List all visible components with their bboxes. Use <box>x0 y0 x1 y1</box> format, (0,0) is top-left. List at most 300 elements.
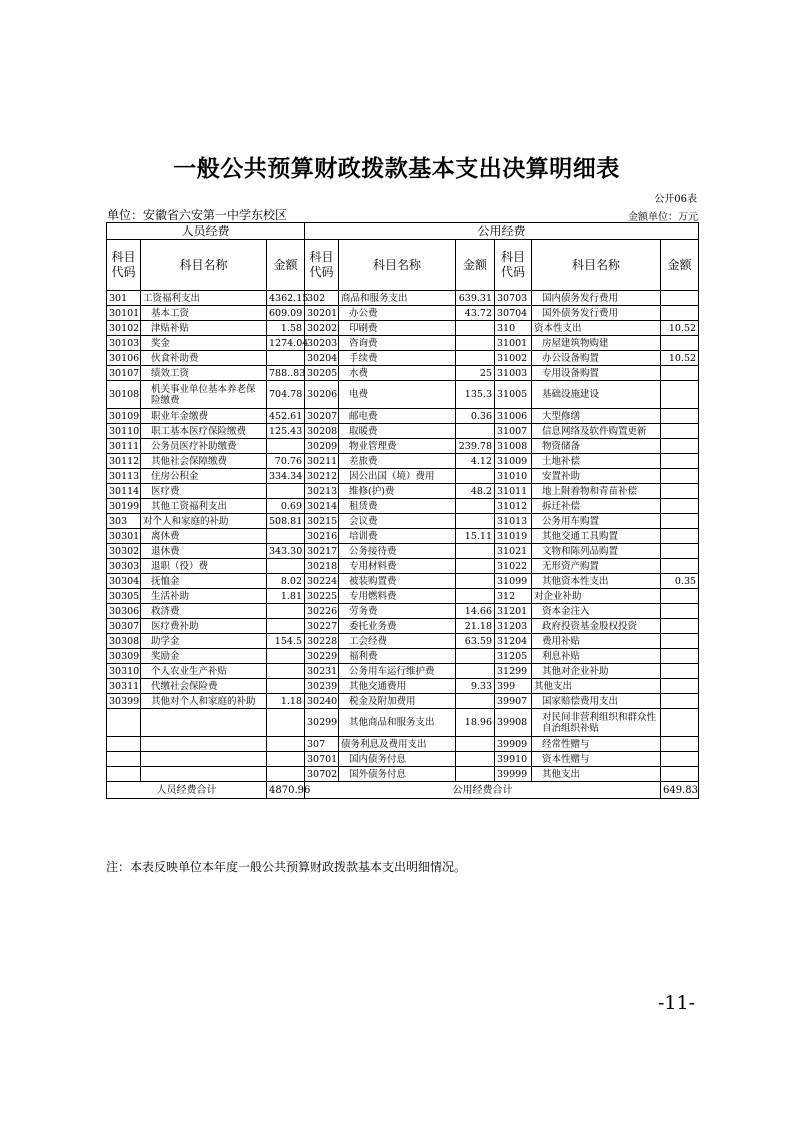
cell-name: 其他对个人和家庭的补助 <box>141 694 267 709</box>
cell-name: 国外债务发行费用 <box>532 306 661 321</box>
cell-name: 国内债务付息 <box>339 752 456 767</box>
cell-name: 手续费 <box>339 351 456 366</box>
cell-code: 39910 <box>495 752 532 767</box>
cell-code: 30228 <box>305 634 339 649</box>
cell-code: 310 <box>495 321 532 336</box>
table-row <box>107 351 699 366</box>
cell-amount: 125.43 <box>267 424 305 439</box>
cell-code: 31021 <box>495 544 532 559</box>
table-row <box>107 694 699 709</box>
cell-code: 31204 <box>495 634 532 649</box>
cell-amount <box>456 574 495 589</box>
cell-name: 利息补贴 <box>532 649 661 664</box>
cell-name: 其他支出 <box>532 767 661 782</box>
cell-name: 资本性支出 <box>532 321 661 336</box>
cell-name: 商品和服务支出 <box>339 291 456 306</box>
cell-code: 31003 <box>495 366 532 381</box>
cell-code: 307 <box>305 737 339 752</box>
cell-name: 税金及附加费用 <box>339 694 456 709</box>
table-row <box>107 634 699 649</box>
cell-code: 30225 <box>305 589 339 604</box>
cell-code: 30114 <box>107 484 141 499</box>
table-row <box>107 709 699 737</box>
cell-code: 31012 <box>495 499 532 514</box>
cell-code: 30214 <box>305 499 339 514</box>
cell-code: 30311 <box>107 679 141 694</box>
cell-code: 30302 <box>107 544 141 559</box>
cell-code: 30701 <box>305 752 339 767</box>
cell-code: 30109 <box>107 409 141 424</box>
cell-name: 培训费 <box>339 529 456 544</box>
cell-code: 30204 <box>305 351 339 366</box>
cell-name: 其他交通工具购置 <box>532 529 661 544</box>
cell-name: 职工基本医疗保险缴费 <box>141 424 267 439</box>
public-group-header: 公用经费 <box>305 223 699 240</box>
public-total-label: 公用经费合计 <box>305 782 661 799</box>
cell-code: 31010 <box>495 469 532 484</box>
cell-amount <box>661 559 699 574</box>
cell-code: 30226 <box>305 604 339 619</box>
cell-name: 对企业补助 <box>532 589 661 604</box>
cell-amount <box>661 439 699 454</box>
cell-name: 会议费 <box>339 514 456 529</box>
cell-name: 差旅费 <box>339 454 456 469</box>
cell-name: 咨询费 <box>339 336 456 351</box>
cell-code: 30240 <box>305 694 339 709</box>
cell-amount <box>456 752 495 767</box>
cell-name: 办公设备购置 <box>532 351 661 366</box>
cell-amount: 9.33 <box>456 679 495 694</box>
cell-name: 其他资本性支出 <box>532 574 661 589</box>
cell-code: 31006 <box>495 409 532 424</box>
cell-amount <box>661 679 699 694</box>
cell-name: 文物和陈列品购置 <box>532 544 661 559</box>
cell-amount <box>456 321 495 336</box>
cell-name: 个人农业生产补贴 <box>141 664 267 679</box>
cell-amount: 343.30 <box>267 544 305 559</box>
cell-name: 公务员医疗补助缴费 <box>141 439 267 454</box>
cell-name: 国家赔偿费用支出 <box>532 694 661 709</box>
cell-code: 31005 <box>495 381 532 409</box>
cell-amount <box>661 634 699 649</box>
cell-amount: 18.96 <box>456 709 495 737</box>
table-row <box>107 321 699 336</box>
cell-amount <box>661 737 699 752</box>
cell-code <box>107 752 141 767</box>
cell-name: 邮电费 <box>339 409 456 424</box>
cell-amount <box>661 604 699 619</box>
cell-amount <box>661 291 699 306</box>
table-row <box>107 306 699 321</box>
cell-code: 30106 <box>107 351 141 366</box>
column-header-name: 科目名称 <box>141 240 267 291</box>
cell-name: 职业年金缴费 <box>141 409 267 424</box>
cell-name: 生活补助 <box>141 589 267 604</box>
cell-amount <box>661 484 699 499</box>
cell-name: 专用燃料费 <box>339 589 456 604</box>
cell-code: 30224 <box>305 574 339 589</box>
cell-amount <box>661 619 699 634</box>
cell-code: 30211 <box>305 454 339 469</box>
cell-amount: 10.52 <box>661 351 699 366</box>
cell-name: 取暖费 <box>339 424 456 439</box>
cell-code: 31013 <box>495 514 532 529</box>
cell-amount: 639.31 <box>456 291 495 306</box>
cell-code: 30301 <box>107 529 141 544</box>
cell-name: 其他支出 <box>532 679 661 694</box>
expenditure-table <box>106 222 699 799</box>
cell-code: 30201 <box>305 306 339 321</box>
cell-amount <box>456 514 495 529</box>
cell-amount <box>267 679 305 694</box>
cell-amount <box>456 469 495 484</box>
cell-amount <box>661 664 699 679</box>
cell-name: 大型修缮 <box>532 409 661 424</box>
cell-amount <box>456 351 495 366</box>
cell-code: 30111 <box>107 439 141 454</box>
table-row <box>107 619 699 634</box>
cell-code: 30306 <box>107 604 141 619</box>
cell-amount <box>267 484 305 499</box>
table-row <box>107 439 699 454</box>
cell-name: 土地补偿 <box>532 454 661 469</box>
cell-name: 信息网络及软件购置更新 <box>532 424 661 439</box>
cell-name: 拆迁补偿 <box>532 499 661 514</box>
cell-amount: 239.78 <box>456 439 495 454</box>
cell-name: 经常性赠与 <box>532 737 661 752</box>
cell-name: 资本金注入 <box>532 604 661 619</box>
cell-code: 30304 <box>107 574 141 589</box>
cell-name: 办公费 <box>339 306 456 321</box>
cell-name: 绩效工资 <box>141 366 267 381</box>
cell-amount <box>661 544 699 559</box>
table-row <box>107 484 699 499</box>
cell-name: 无形资产购置 <box>532 559 661 574</box>
cell-name: 地上附着物和青苗补偿 <box>532 484 661 499</box>
cell-name: 其他商品和服务支出 <box>339 709 456 737</box>
footnote: 注：本表反映单位本年度一般公共预算财政拨款基本支出明细情况。 <box>106 860 467 874</box>
cell-name: 奖金 <box>141 336 267 351</box>
cell-name: 助学金 <box>141 634 267 649</box>
cell-name: 专用材料费 <box>339 559 456 574</box>
cell-amount <box>267 604 305 619</box>
cell-amount: 63.59 <box>456 634 495 649</box>
cell-name: 维修(护)费 <box>339 484 456 499</box>
column-header-amount: 金额 <box>456 240 495 291</box>
table-row <box>107 767 699 782</box>
unit-label: 单位：安徽省六安第一中学东校区 <box>107 208 288 222</box>
cell-name: 退职（役）费 <box>141 559 267 574</box>
cell-amount <box>661 306 699 321</box>
cell-name: 奖励金 <box>141 649 267 664</box>
form-number: 公开06表 <box>654 194 697 205</box>
cell-amount: 334.34 <box>267 469 305 484</box>
cell-amount <box>267 709 305 737</box>
page-number: -11- <box>657 992 695 1014</box>
table-row <box>107 529 699 544</box>
cell-amount <box>661 499 699 514</box>
table-row <box>107 424 699 439</box>
table-row <box>107 737 699 752</box>
cell-amount <box>456 559 495 574</box>
cell-name: 基础设施建设 <box>532 381 661 409</box>
cell-code: 30207 <box>305 409 339 424</box>
cell-amount: 508.81 <box>267 514 305 529</box>
cell-amount <box>661 409 699 424</box>
personnel-total-label: 人员经费合计 <box>107 782 267 799</box>
cell-code <box>107 767 141 782</box>
cell-code <box>107 737 141 752</box>
cell-amount: 21.18 <box>456 619 495 634</box>
cell-name: 政府投资基金股权投资 <box>532 619 661 634</box>
cell-name: 代缴社会保险费 <box>141 679 267 694</box>
cell-code: 31007 <box>495 424 532 439</box>
cell-code: 31002 <box>495 351 532 366</box>
table-row <box>107 649 699 664</box>
cell-code: 30229 <box>305 649 339 664</box>
cell-code: 31099 <box>495 574 532 589</box>
cell-amount <box>661 381 699 409</box>
cell-amount <box>267 737 305 752</box>
table-row <box>107 664 699 679</box>
cell-code: 30213 <box>305 484 339 499</box>
cell-code: 30217 <box>305 544 339 559</box>
cell-amount: 10.52 <box>661 321 699 336</box>
cell-code: 30112 <box>107 454 141 469</box>
cell-code: 30239 <box>305 679 339 694</box>
cell-name: 印刷费 <box>339 321 456 336</box>
cell-code: 30101 <box>107 306 141 321</box>
column-header-code: 科目 代码 <box>107 240 141 291</box>
cell-code: 31203 <box>495 619 532 634</box>
cell-code: 30205 <box>305 366 339 381</box>
cell-amount <box>456 737 495 752</box>
cell-code: 30310 <box>107 664 141 679</box>
cell-amount: 0.36 <box>456 409 495 424</box>
cell-amount: 48.2 <box>456 484 495 499</box>
cell-name: 公务接待费 <box>339 544 456 559</box>
table-row <box>107 469 699 484</box>
column-header-code: 科目 代码 <box>495 240 532 291</box>
cell-code: 30399 <box>107 694 141 709</box>
table-row <box>107 544 699 559</box>
cell-code: 30231 <box>305 664 339 679</box>
cell-code: 30704 <box>495 306 532 321</box>
cell-name: 债务利息及费用支出 <box>339 737 456 752</box>
cell-code: 30299 <box>305 709 339 737</box>
cell-code: 30103 <box>107 336 141 351</box>
cell-code: 30305 <box>107 589 141 604</box>
cell-name: 其他交通费用 <box>339 679 456 694</box>
public-total-value: 649.83 <box>661 782 699 799</box>
cell-code: 39907 <box>495 694 532 709</box>
cell-code: 399 <box>495 679 532 694</box>
cell-code: 30218 <box>305 559 339 574</box>
cell-code: 30227 <box>305 619 339 634</box>
cell-code: 39999 <box>495 767 532 782</box>
cell-amount <box>661 694 699 709</box>
cell-code: 30309 <box>107 649 141 664</box>
cell-code: 30212 <box>305 469 339 484</box>
cell-amount <box>661 424 699 439</box>
table-row <box>107 574 699 589</box>
cell-amount: 609.09 <box>267 306 305 321</box>
cell-amount <box>661 336 699 351</box>
cell-amount: 0.35 <box>661 574 699 589</box>
cell-amount <box>456 664 495 679</box>
cell-amount: 452.61 <box>267 409 305 424</box>
personnel-group-header: 人员经费 <box>107 223 305 240</box>
cell-amount <box>267 559 305 574</box>
cell-name: 其他社会保障缴费 <box>141 454 267 469</box>
cell-name: 抚恤金 <box>141 574 267 589</box>
cell-code: 30203 <box>305 336 339 351</box>
cell-amount <box>456 544 495 559</box>
cell-amount <box>267 529 305 544</box>
cell-amount: 704.78 <box>267 381 305 409</box>
cell-code: 312 <box>495 589 532 604</box>
cell-name: 离休费 <box>141 529 267 544</box>
personnel-total-value: 4870.96 <box>267 782 305 799</box>
cell-name: 医疗费 <box>141 484 267 499</box>
cell-name: 被装购置费 <box>339 574 456 589</box>
cell-name: 电费 <box>339 381 456 409</box>
cell-code: 30703 <box>495 291 532 306</box>
cell-amount <box>661 767 699 782</box>
cell-code: 39909 <box>495 737 532 752</box>
cell-code: 31019 <box>495 529 532 544</box>
cell-name: 国外债务付息 <box>339 767 456 782</box>
cell-code: 31009 <box>495 454 532 469</box>
column-header-name: 科目名称 <box>339 240 456 291</box>
money-unit-label: 金额单位：万元 <box>628 212 698 223</box>
cell-name: 退休费 <box>141 544 267 559</box>
cell-name: 工会经费 <box>339 634 456 649</box>
cell-code: 31011 <box>495 484 532 499</box>
cell-name: 公务用车购置 <box>532 514 661 529</box>
cell-code: 30209 <box>305 439 339 454</box>
cell-name: 委托业务费 <box>339 619 456 634</box>
cell-name: 其他工资福利支出 <box>141 499 267 514</box>
cell-name: 房屋建筑物购建 <box>532 336 661 351</box>
cell-code: 30206 <box>305 381 339 409</box>
cell-code: 30113 <box>107 469 141 484</box>
table-row <box>107 291 699 306</box>
cell-amount: 43.72 <box>456 306 495 321</box>
cell-amount <box>456 336 495 351</box>
cell-name <box>141 752 267 767</box>
cell-amount <box>267 619 305 634</box>
cell-code: 31022 <box>495 559 532 574</box>
cell-name: 劳务费 <box>339 604 456 619</box>
cell-code: 39908 <box>495 709 532 737</box>
table-row <box>107 409 699 424</box>
cell-code: 30110 <box>107 424 141 439</box>
cell-amount: 15.11 <box>456 529 495 544</box>
cell-name: 因公出国（境）费用 <box>339 469 456 484</box>
cell-code: 30107 <box>107 366 141 381</box>
cell-name: 国内债务发行费用 <box>532 291 661 306</box>
cell-name <box>141 709 267 737</box>
column-header-code: 科目 代码 <box>305 240 339 291</box>
cell-amount: 4362.15 <box>267 291 305 306</box>
cell-code: 31299 <box>495 664 532 679</box>
cell-amount <box>267 439 305 454</box>
table-row <box>107 589 699 604</box>
cell-code: 303 <box>107 514 141 529</box>
totals-row <box>107 782 699 799</box>
cell-amount: 4.12 <box>456 454 495 469</box>
cell-code: 30216 <box>305 529 339 544</box>
table-row <box>107 604 699 619</box>
table-row <box>107 499 699 514</box>
cell-name: 对民间非营利组织和群众性自治组织补贴 <box>532 709 661 737</box>
cell-name: 物业管理费 <box>339 439 456 454</box>
cell-amount <box>267 664 305 679</box>
cell-code: 30303 <box>107 559 141 574</box>
cell-code: 30108 <box>107 381 141 409</box>
cell-amount <box>267 752 305 767</box>
cell-code <box>107 709 141 737</box>
cell-name: 资本性赠与 <box>532 752 661 767</box>
cell-amount: 1.18 <box>267 694 305 709</box>
cell-code: 31205 <box>495 649 532 664</box>
cell-amount <box>456 767 495 782</box>
cell-name: 对个人和家庭的补助 <box>141 514 267 529</box>
cell-code: 30215 <box>305 514 339 529</box>
cell-code: 31008 <box>495 439 532 454</box>
cell-amount: 788..83 <box>267 366 305 381</box>
cell-code: 31201 <box>495 604 532 619</box>
cell-amount <box>661 366 699 381</box>
cell-amount <box>661 529 699 544</box>
cell-name: 安置补助 <box>532 469 661 484</box>
cell-amount <box>456 589 495 604</box>
cell-amount <box>661 709 699 737</box>
cell-amount <box>661 589 699 604</box>
cell-name: 工资福利支出 <box>141 291 267 306</box>
cell-amount <box>456 649 495 664</box>
cell-code: 302 <box>305 291 339 306</box>
cell-amount: 1274.04 <box>267 336 305 351</box>
cell-code: 301 <box>107 291 141 306</box>
cell-name: 伙食补助费 <box>141 351 267 366</box>
cell-amount <box>267 649 305 664</box>
cell-amount <box>456 424 495 439</box>
cell-amount: 135.3 <box>456 381 495 409</box>
table-row <box>107 679 699 694</box>
cell-amount <box>661 514 699 529</box>
cell-amount <box>456 499 495 514</box>
cell-amount: 14.66 <box>456 604 495 619</box>
cell-name: 租赁费 <box>339 499 456 514</box>
cell-name: 救济费 <box>141 604 267 619</box>
table-row <box>107 454 699 469</box>
table-row <box>107 752 699 767</box>
cell-amount <box>661 649 699 664</box>
cell-name: 费用补贴 <box>532 634 661 649</box>
cell-name: 住房公积金 <box>141 469 267 484</box>
cell-name: 水费 <box>339 366 456 381</box>
cell-name: 津贴补贴 <box>141 321 267 336</box>
cell-name: 福利费 <box>339 649 456 664</box>
table-row <box>107 381 699 409</box>
column-header-amount: 金额 <box>661 240 699 291</box>
cell-name: 公务用车运行维护费 <box>339 664 456 679</box>
cell-amount <box>267 351 305 366</box>
cell-code: 30202 <box>305 321 339 336</box>
cell-amount: 154.5 <box>267 634 305 649</box>
